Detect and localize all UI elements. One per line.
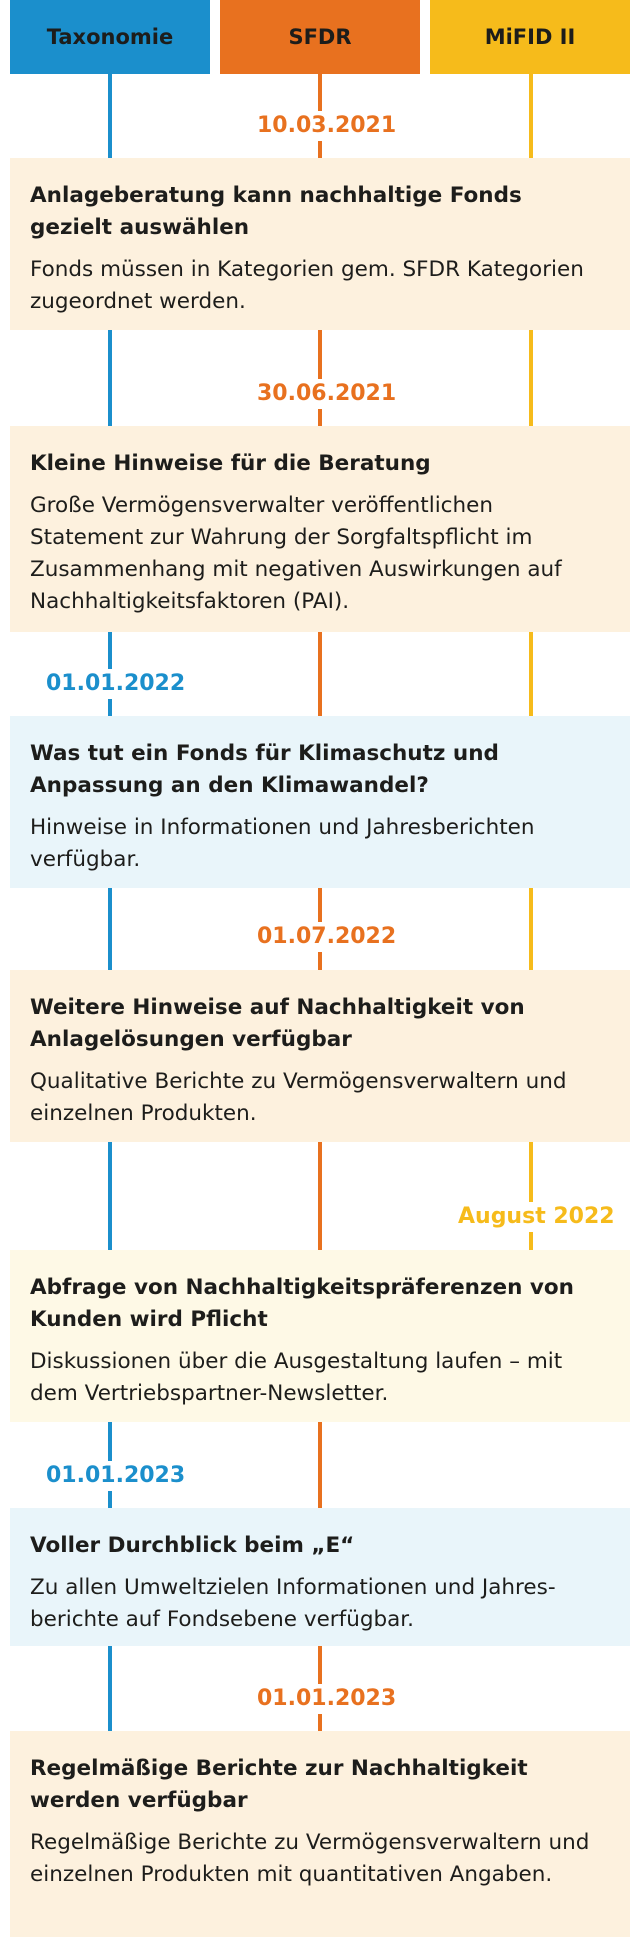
event-date: 01.01.2023 bbox=[42, 1461, 189, 1491]
event-date: 01.01.2023 bbox=[253, 1684, 400, 1714]
event-description: Hinweise in Informationen und Jahresberichten verfügbar. bbox=[30, 815, 535, 872]
event-description: Große Vermögensverwalter veröffentlichen Statement zur Wahrung der Sorgfaltspflicht im Zusammenhang mit negativen Auswirkungen auf Nachhaltigkeitsfaktoren (PAI). bbox=[30, 493, 562, 614]
event-card bbox=[10, 1508, 630, 1646]
taxonomie-column-header bbox=[10, 0, 210, 74]
event-title: Kleine Hinweise für die Beratung bbox=[30, 451, 431, 476]
event-description: Qualitative Berichte zu Vermögensverwaltern und einzelnen Produkten. bbox=[30, 1069, 567, 1126]
taxonomie-header-label: Taxonomie bbox=[46, 25, 174, 49]
event-title: Regelmäßige Berichte zur Nachhaltigkeit werden verfügbar bbox=[30, 1756, 528, 1813]
event-date: 30.06.2021 bbox=[253, 379, 400, 409]
event-card bbox=[10, 426, 630, 632]
event-description: Diskussionen über die Ausgestaltung laufen – mit dem Vertriebspartner-Newsletter. bbox=[30, 1349, 563, 1406]
event-description: Fonds müssen in Kategorien gem. SFDR Kategorien zugeordnet werden. bbox=[30, 257, 584, 314]
event-card bbox=[10, 716, 630, 888]
mifid-column-header bbox=[430, 0, 630, 74]
sfdr-column-header bbox=[220, 0, 420, 74]
mifid-header-label: MiFID II bbox=[484, 25, 576, 49]
event-card bbox=[10, 1731, 630, 1937]
event-date: 01.01.2022 bbox=[42, 669, 189, 699]
event-title: Weitere Hinweise auf Nachhaltigkeit von Anlagelösungen verfügbar bbox=[30, 995, 525, 1052]
sfdr-header-label: SFDR bbox=[288, 25, 352, 49]
event-date: August 2022 bbox=[454, 1202, 619, 1232]
event-title: Was tut ein Fonds für Klimaschutz und Anpassung an den Klimawandel? bbox=[30, 741, 499, 798]
event-title: Voller Durchblick beim „E“ bbox=[30, 1533, 355, 1558]
event-description: Regelmäßige Berichte zu Vermögensverwaltern und einzelnen Produkten mit quantitativen Angaben. bbox=[30, 1830, 590, 1887]
event-card bbox=[10, 970, 630, 1142]
event-card bbox=[10, 158, 630, 330]
event-card bbox=[10, 1250, 630, 1422]
event-date: 01.07.2022 bbox=[253, 922, 400, 952]
event-title: Abfrage von Nachhaltigkeitspräferenzen von Kunden wird Pflicht bbox=[30, 1275, 574, 1332]
event-title: Anlageberatung kann nachhaltige Fonds gezielt auswählen bbox=[30, 183, 522, 240]
event-description: Zu allen Umweltzielen Informationen und Jahres-berichte auf Fondsebene verfügbar. bbox=[30, 1575, 556, 1632]
event-date: 10.03.2021 bbox=[253, 111, 400, 141]
